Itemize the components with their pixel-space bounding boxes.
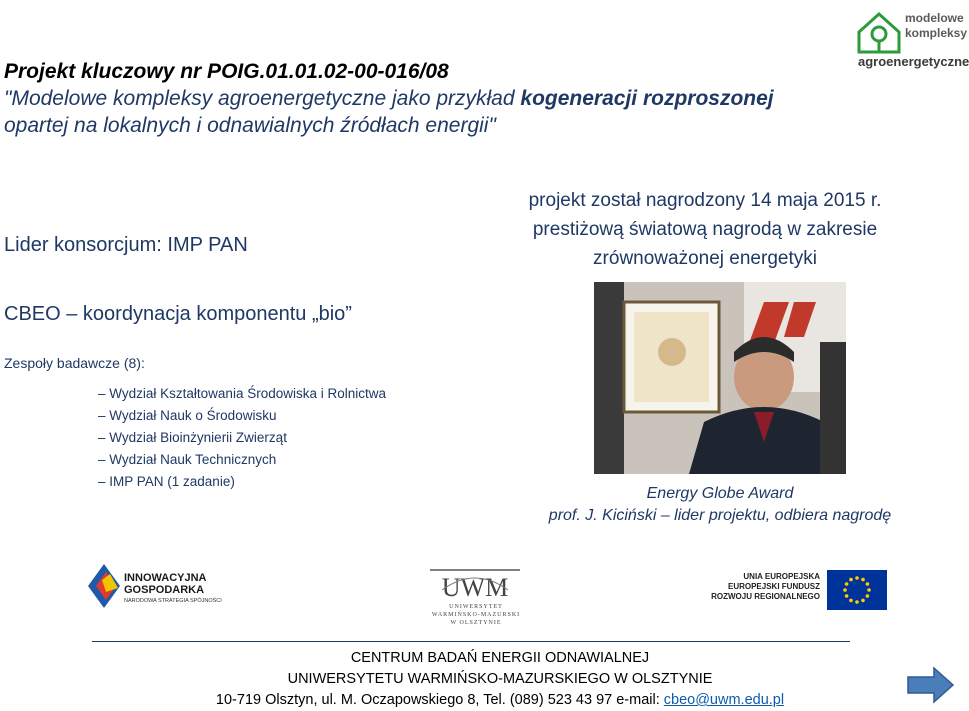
project-title-prefix: "Modelowe kompleksy agroenergetyczne jako przykład <box>4 87 521 110</box>
list-item: – IMP PAN (1 zadanie) <box>98 471 386 493</box>
eu-fund-name <box>710 572 820 602</box>
footer-divider <box>92 641 850 642</box>
footer-line-3 <box>120 690 880 711</box>
logo-top-line-1: modelowe <box>905 11 964 25</box>
innovative-economy-name <box>124 572 207 596</box>
logo-top-line-3: agroenergetyczne <box>858 54 969 69</box>
eu-line-3: ROZWOJU REGIONALNEGO <box>711 592 820 601</box>
uwm-line-1: UNIWERSYTET <box>449 604 503 610</box>
ig-line-1: INNOWACYJNA <box>124 572 207 584</box>
ig-line-2: GOSPODARKA <box>124 584 205 596</box>
svg-text:UWM: UWM <box>441 573 509 602</box>
project-title-line-2 <box>4 87 774 111</box>
award-ceremony-photo <box>594 282 846 474</box>
list-item: – Wydział Bioinżynierii Zwierząt <box>98 427 386 449</box>
footer-contact: 10-719 Olsztyn, ul. M. Oczapowskiego 8, Tel. (089) 523 43 97 e-mail: <box>215 692 664 708</box>
eu-flag-icon <box>827 570 887 610</box>
footer-address <box>120 648 880 711</box>
research-teams-title: Zespoły badawcze (8): <box>4 355 145 371</box>
footer-line-2: UNIWERSYTETU WARMIŃSKO-MAZURSKIEGO W OLSZTYNIE <box>287 671 713 687</box>
caption-text: prof. J. Kiciński – lider projektu, odbiera nagrodę <box>548 507 892 524</box>
award-line-1: projekt został nagrodzony 14 maja 2015 r. <box>528 190 882 211</box>
logo-top-name <box>905 11 967 41</box>
footer-line-1: CENTRUM BADAŃ ENERGII ODNAWIALNEJ <box>350 650 650 666</box>
list-item: – Wydział Kształtowania Środowiska i Rolnictwa <box>98 383 386 405</box>
list-item: – Wydział Nauk Technicznych <box>98 449 386 471</box>
project-title-emphasis: kogeneracji rozproszonej <box>520 87 774 110</box>
eu-line-2: EUROPEJSKI FUNDUSZ <box>727 582 820 591</box>
caption-title: Energy Globe Award <box>646 485 794 502</box>
photo-caption <box>500 483 940 527</box>
email-link[interactable]: cbeo@uwm.edu.pl <box>663 692 785 708</box>
list-item: – Wydział Nauk o Środowisku <box>98 405 386 427</box>
cbeo-coordination: CBEO – koordynacja komponentu „bio” <box>4 303 352 325</box>
project-title-line-3: opartej na lokalnych i odnawialnych źródłach energii" <box>4 114 496 137</box>
logo-top-line-2: kompleksy <box>905 26 968 40</box>
award-line-2: prestiżową światową nagrodą w zakresie <box>532 219 878 240</box>
research-teams-list <box>98 383 386 493</box>
uwm-line-2: WARMIŃSKO-MAZURSKI <box>431 612 521 618</box>
innovative-economy-subtitle: NARODOWA STRATEGIA SPÓJNOŚCI <box>124 598 222 604</box>
next-slide-arrow-icon[interactable] <box>906 665 956 705</box>
uwm-university-name <box>420 603 532 627</box>
award-line-3: zrównoważonej energetyki <box>593 248 817 269</box>
award-description <box>480 186 930 273</box>
project-number-title: Projekt kluczowy nr POIG.01.01.02-00-016/08 <box>4 60 449 83</box>
consortium-leader: Lider konsorcjum: IMP PAN <box>4 234 248 256</box>
uwm-line-3: W OLSZTYNIE <box>450 620 502 626</box>
eu-line-1: UNIA EUROPEJSKA <box>743 572 820 581</box>
